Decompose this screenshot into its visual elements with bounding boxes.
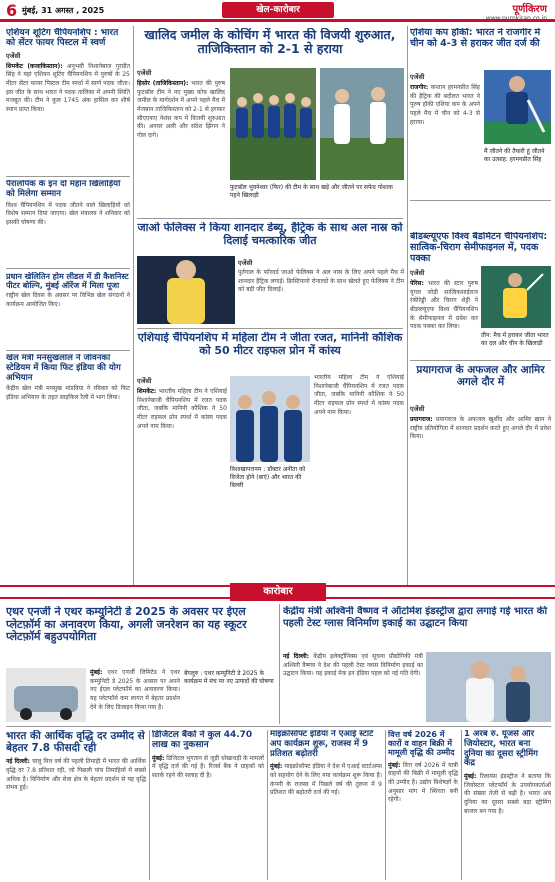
story-byline: एजेंसी bbox=[410, 73, 425, 81]
shooting-caption-block bbox=[230, 464, 310, 490]
football-team-photo bbox=[230, 68, 316, 180]
story-headline[interactable]: प्रयागराज के अफजल और आमिर अगले दौर में bbox=[416, 364, 545, 389]
section-title: खेल-कारोबार bbox=[222, 2, 334, 18]
story-weightlifting-headline bbox=[137, 332, 403, 372]
story-dateline: शिमकेंट (कजाकिस्तान): bbox=[6, 62, 63, 70]
badminton-photo bbox=[481, 266, 551, 328]
story-body bbox=[6, 62, 130, 115]
column-rule bbox=[279, 604, 280, 724]
story-delhi-stadium bbox=[6, 272, 130, 348]
story-headline[interactable]: एशिया कप हॉकी: भारत ने राजगीर में चीन को 4-3 से हराकर जीत दर्ज की bbox=[410, 28, 541, 49]
story-body: भारतीय महिला टीम ने एशियाई निशानेबाजी चैंपियनशिप में रजत पदक जीता, जबकि मानिनी कौशिक ने 50 मीटर राइफल प्रोन स्पर्धा में कांस्य पदक अपने नाम किया। bbox=[314, 374, 404, 416]
ather-event-photo bbox=[6, 668, 86, 722]
divider bbox=[410, 360, 551, 361]
divider bbox=[6, 726, 551, 727]
story-body bbox=[283, 652, 423, 679]
story-fiscal bbox=[388, 730, 458, 880]
story-text: अनुभवी निशानेबाज गुरप्रीत सिंह ने यहां एशियन शूटिंग चैंपियनशिप में पुरुषों के 25 मीटर सेंटर फायर पिस्टल टीम स्पर्धा में स्वर्ण पदक जीता। इस जीत के साथ भारत ने पदक तालिका में अपनी स्थिति मजबूत की। टीम ने कुल 1745 अंक हासिल कर शीर्ष स्थान प्राप्त किया। bbox=[6, 62, 130, 114]
story-text: भारत की पुरुष फुटबॉल टीम ने नए मुख्य कोच खालिद जमील के मार्गदर्शन में अपने पहले मैच में मेजबान ताजिकिस्तान को 2-1 से हराकर सीएएफए नेशंस कप में विजयी शुरुआत की। अनवर अली और संदेश झिंगन ने गोल दागे। bbox=[137, 80, 225, 140]
story-text: चालू वित्त वर्ष की पहली तिमाही में भारत की आर्थिक वृद्धि दर 7.8 प्रतिशत रही, जो पिछली पांच तिमाहियों में सबसे अधिक है। विनिर्माण और सेवा क्षेत्र के बेहतर प्रदर्शन से यह वृद्धि संभव हुई। bbox=[6, 758, 146, 792]
shooting-team-photo bbox=[230, 376, 310, 462]
story-shooting bbox=[6, 28, 130, 174]
story-caption-block bbox=[230, 182, 404, 216]
story-digital bbox=[152, 730, 264, 880]
story-cricket-fan bbox=[6, 354, 130, 582]
business-section-label: कारोबार bbox=[230, 583, 326, 601]
felix-image bbox=[137, 256, 235, 324]
story-body bbox=[6, 757, 146, 793]
story-headline[interactable]: माइक्रोसॉफ्ट इंडिया ने एआई स्टार्ट अप कार्यक्रम शुरू, राजस्व में 9 प्रतिशत बढ़ोतरी bbox=[270, 730, 374, 759]
story-headline[interactable]: केंद्रीय मंत्री अश्विनी वैष्णव ने ऑटोमेश इंडस्ट्रीज द्वारा लगाई गई भारत की पहली टेस्ट ग्लास विनिर्माण इकाई का उद्घाटन किया bbox=[283, 606, 548, 629]
page-number: 6 bbox=[6, 1, 18, 20]
story-headline[interactable]: एशियाई चैंपियनशिप में महिला टीम ने जीता रजत, मानिनी कौशिक को 50 मीटर राइफल प्रोन में कांस्य bbox=[137, 332, 403, 357]
divider bbox=[137, 218, 403, 219]
story-vaishnaw-headline bbox=[283, 606, 551, 650]
story-text: माइक्रोसॉफ्ट इंडिया ने देश में एआई स्टार्टअप्स को सहयोग देने के लिए नया कार्यक्रम शुरू किया है। कंपनी के राजस्व में पिछले वर्ष की तुलना में 9 प्रतिशत की बढ़ोतरी दर्ज की गई। bbox=[270, 763, 382, 797]
story-prayagraj-headline bbox=[410, 364, 551, 400]
story-headline[interactable]: खेल मंत्री मनसुखलाल ने जीवनका स्टेडियम में किया फिट इंडिया की योग अभियान bbox=[6, 354, 121, 383]
story-headline[interactable]: 1 अरब रु. यूजर्स और जियोस्टार, भारत बना दुनिया का दूसरा स्ट्रीमिंग केंद्र bbox=[464, 730, 538, 769]
story-body bbox=[137, 387, 227, 431]
photo-caption: फुटबॉल भुवनेश्वर (फिर) की टीम के साथ खड़े और जीतने पर सफेद पोशाक पहने खिलाड़ी bbox=[230, 184, 393, 199]
badminton-caption-block bbox=[481, 330, 551, 358]
story-body bbox=[388, 761, 458, 805]
story-hockey-main-body bbox=[137, 66, 225, 216]
story-body bbox=[152, 754, 264, 781]
story-byline: एजेंसी bbox=[6, 51, 21, 60]
story-text: भारत की स्टार पुरुष युगल जोड़ी सात्विकसाईराज रंकीरेड्डी और चिराग शेट्टी ने बीडब्ल्यूएफ विश्व चैंपियनशिप के सेमीफाइनल में प्रवेश कर पदक पक्का कर लिया। bbox=[410, 280, 478, 331]
story-dateline: हिसोर (ताजिकिस्तान): bbox=[137, 80, 189, 87]
photo-caption: बेंगलुरु : एथर कम्युनिटी डे 2025 के कार्यक्रम में मंच पर नए उत्पादों की घोषणा bbox=[184, 670, 274, 685]
photo-caption: मैं जीतने की तैयारी हूं जीतने का उत्साह: हरमनप्रीत सिंह bbox=[484, 148, 545, 163]
story-football-body bbox=[238, 256, 404, 326]
hockey-player-image bbox=[484, 70, 551, 144]
story-ather-body bbox=[90, 668, 180, 722]
story-hockey-ball bbox=[6, 180, 130, 266]
story-body bbox=[410, 83, 480, 127]
photo-caption: विशाखापत्तनम : डॉक्टर अनीता को विजेता होने (बाएं) और भारत की बिल्ली bbox=[230, 466, 306, 489]
story-dateline: नई दिल्ली: bbox=[6, 758, 30, 766]
story-ather-headline bbox=[6, 606, 276, 666]
story-body: केंद्रीय खेल मंत्री मनसुख मांडविया ने रविवार को फिट इंडिया अभियान के तहत साइकिल रैली में भाग लिया। bbox=[6, 385, 130, 401]
hockey-player-photo bbox=[484, 70, 551, 144]
story-weightlifting-body bbox=[137, 374, 227, 582]
story-body bbox=[410, 415, 551, 442]
column-rule bbox=[461, 730, 462, 880]
story-headline[interactable]: खालिद जमील के कोचिंग में भारत की विजयी शुरुआत, ताजिकिस्तान को 2-1 से हराया bbox=[144, 28, 396, 57]
story-asia-hockey-body bbox=[410, 70, 480, 198]
story-headline[interactable]: जाओ फेलिक्स ने किया शानदार डेब्यू, हैट्रिक के साथ अल नास्र को दिलाई चमत्कारिक जीत bbox=[137, 222, 403, 247]
column-rule bbox=[133, 26, 134, 585]
column-rule bbox=[407, 26, 408, 585]
story-headline[interactable]: एशियन शूटिंग चैंपियनशिप : भारत को सेंटर फायर पिस्टल में स्वर्ण bbox=[6, 28, 119, 49]
story-dateline: पेरिस: bbox=[410, 280, 424, 287]
story-byline: एजेंसी bbox=[410, 269, 425, 277]
story-headline[interactable]: डिजिटल बैंकों ने कुल 44.70 लाख का नुकसान bbox=[152, 730, 253, 751]
story-vaishnaw-body bbox=[283, 652, 423, 722]
story-ather-caption bbox=[184, 668, 276, 722]
masthead-logo: पूर्णकिरण bbox=[512, 4, 547, 15]
story-byline: एजेंसी bbox=[410, 405, 425, 413]
story-byline: एजेंसी bbox=[137, 69, 152, 77]
story-dateline: शिमकेंट: bbox=[137, 388, 157, 395]
vaishnaw-photo bbox=[426, 652, 551, 722]
header-dateline: मुंबई, 31 अगस्त , 2025 bbox=[22, 6, 105, 15]
story-text: डिजिटल भुगतान से जुड़ी धोखाधड़ी के मामलों में वृद्धि दर्ज की गई है। रिजर्व बैंक ने ग्राहकों को सतर्क रहने की सलाह दी है। bbox=[152, 754, 264, 780]
story-text: केंद्रीय इलेक्ट्रॉनिक्स एवं सूचना प्रौद्योगिकी मंत्री अश्विनी वैष्णव ने देश की पहली टेस्ट ग्लास विनिर्माण इकाई का उद्घाटन किया। यह इकाई मेक इन इंडिया पहल को नई गति देगी। bbox=[283, 653, 423, 678]
story-badminton-headline bbox=[410, 232, 551, 264]
story-dateline: मुंबई: bbox=[464, 773, 477, 781]
story-dateline: प्रयागराज: bbox=[410, 416, 433, 423]
masthead bbox=[486, 1, 547, 22]
story-body: पुर्तगाल के फॉरवर्ड जाओ फेलिक्स ने अल नास्र के लिए अपने पहले मैच में शानदार हैट्रिक लगाई। क्रिस्टियानो रोनाल्डो के साथ खेलते हुए फेलिक्स ने टीम को बड़ी जीत दिलाई। bbox=[238, 269, 404, 294]
story-body bbox=[270, 762, 382, 798]
story-asia-hockey-headline bbox=[410, 28, 551, 68]
football-players-image bbox=[320, 68, 404, 180]
story-macro bbox=[270, 730, 382, 880]
story-body bbox=[90, 668, 180, 712]
masthead-url[interactable]: www.purnkiran.co.in bbox=[485, 15, 547, 22]
story-dateline: मुंबई: bbox=[90, 669, 103, 676]
divider bbox=[6, 350, 130, 351]
story-dateline: राजगीर: bbox=[410, 84, 429, 91]
story-body: विश्व चैंपियनशिप में पदक जीतने वाले खिलाड़ियों को विशेष सम्मान दिया जाएगा। खेल मंत्रालय ने शनिवार को इसकी घोषणा की। bbox=[6, 201, 130, 226]
story-body bbox=[464, 772, 551, 816]
story-dateline: मुंबई: bbox=[388, 761, 401, 769]
divider bbox=[6, 268, 130, 269]
photo-caption: तीन: मैच में हराकर जीता भारत का दल और चीन के खिलाड़ी bbox=[481, 332, 549, 347]
divider bbox=[6, 176, 130, 177]
story-byline: एजेंसी bbox=[137, 377, 152, 385]
hockey-caption-block bbox=[484, 146, 551, 198]
story-dateline: नई दिल्ली: bbox=[283, 653, 310, 660]
football-players-photo bbox=[320, 68, 404, 180]
column-rule bbox=[267, 730, 268, 880]
story-dateline: मुंबई: bbox=[152, 754, 165, 762]
story-headline[interactable]: बीडब्ल्यूएफ विश्व बैडमिंटन चैंपियनशिप: सात्विक-चिराग सेमीफाइनल में, पदक पक्का bbox=[410, 232, 548, 264]
story-badminton-body bbox=[410, 266, 478, 334]
story-text: वित्त वर्ष 2026 में यात्री वाहनों की बिक्री में मामूली वृद्धि की उम्मीद है। उद्योग विशेषज्ञों के अनुसार मांग में स्थिरता बनी रहेगी। bbox=[388, 761, 458, 804]
story-text: भारतीय महिला टीम ने एशियाई निशानेबाजी चैंपियनशिप में रजत पदक जीता, जबकि मानिनी कौशिक ने 50 मीटर राइफल प्रोन स्पर्धा में कांस्य पदक अपने नाम किया। bbox=[137, 388, 227, 430]
story-text: एथर एनर्जी लिमिटेड ने एथर कम्युनिटी डे 2025 के अवसर पर अपने नए ईएल प्लेटफॉर्म का अनावरण किया। यह प्लेटफॉर्म कम लागत में बेहतर प्रदर्शन देने के लिए डिजाइन किया गया है। bbox=[90, 669, 180, 711]
page-header bbox=[0, 0, 555, 22]
story-text: कप्तान हरमनप्रीत सिंह की हैट्रिक की बदौलत भारत ने पुरुष हॉकी एशिया कप के अपने पहले मैच में चीन को 4-3 से हराया। bbox=[410, 84, 480, 126]
story-dateline: मुंबई: bbox=[270, 763, 283, 771]
column-rule bbox=[149, 730, 150, 880]
story-headline[interactable]: भारत की आर्थिक वृद्धि दर उम्मीद से बेहतर 7.8 फीसदी रही bbox=[6, 730, 145, 755]
story-headline[interactable]: वित्त वर्ष 2026 में कारों व वाहन बिक्री में मामूली वृद्धि की उम्मीद bbox=[388, 730, 455, 758]
ather-event-image bbox=[6, 668, 86, 722]
football-team-image bbox=[230, 68, 316, 180]
story-economy bbox=[6, 730, 146, 880]
vaishnaw-image bbox=[426, 652, 551, 722]
felix-photo bbox=[137, 256, 235, 324]
story-headline[interactable]: एथर एनर्जी ने एथर कम्युनिटी डे 2025 के अवसर पर ईएल प्लेटफ़ॉर्म का अनावरण किया, अगली जनरेशन का यह स्कूटर प्लेटफ़ॉर्म बहुउपयोगिता bbox=[6, 606, 247, 644]
story-text: प्रयागराज के अफजल खुर्शीद और आमिर खान ने राष्ट्रीय प्रतियोगिता में शानदार प्रदर्शन करते हुए अगले दौर में प्रवेश किया। bbox=[410, 416, 551, 441]
column-rule bbox=[385, 730, 386, 880]
story-retail bbox=[464, 730, 551, 880]
story-football-headline bbox=[137, 222, 403, 254]
story-byline: एजेंसी bbox=[238, 259, 253, 267]
shooting-team-image bbox=[230, 376, 310, 462]
story-headline[interactable]: पैरालंपिक के इन दो महान खिलाड़ियों को मिलेगा सम्मान bbox=[6, 180, 121, 199]
divider bbox=[137, 328, 403, 329]
story-headline[interactable]: प्रधान खेलितिन होम लीडल में डी कैशनिस्ट पीटर बोल्नि, मुंबई ऑरेंज में मिला पूजा bbox=[6, 272, 129, 291]
story-hockey-main-headline bbox=[137, 28, 403, 64]
story-body bbox=[137, 79, 225, 141]
story-text: रिलायंस इंडस्ट्रीज ने बताया कि जियोस्टार प्लेटफॉर्म के उपयोगकर्ताओं की संख्या तेजी से बढ़ी है। भारत अब दुनिया का दूसरा सबसे बड़ा स्ट्रीमिंग बाजार बन गया है। bbox=[464, 773, 551, 815]
story-body bbox=[410, 279, 478, 332]
story-weightlifting-continued bbox=[314, 374, 404, 582]
divider bbox=[410, 200, 551, 201]
story-body: राष्ट्रीय खेल दिवस के अवसर पर विभिन्न खेल संगठनों ने कार्यक्रम आयोजित किए। bbox=[6, 292, 130, 309]
story-prayagraj-body bbox=[410, 402, 551, 582]
badminton-image bbox=[481, 266, 551, 328]
